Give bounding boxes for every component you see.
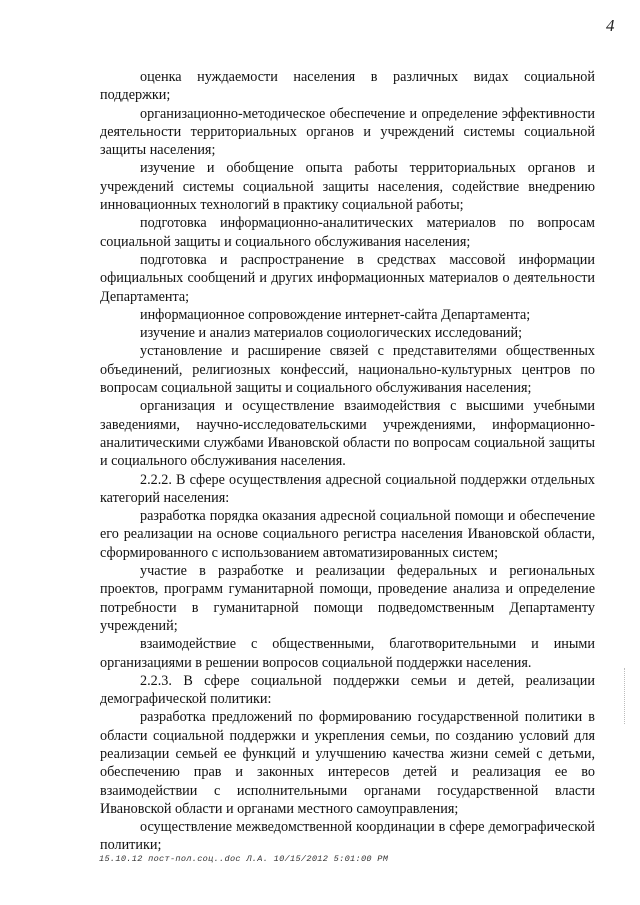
paragraph: осуществление межведомственной координации в сфере демографической политики;	[100, 819, 595, 854]
paragraph: организационно-методическое обеспечение и определение эффективности деятельности территориальных органов и учреждений системы социальной защиты населения;	[100, 105, 595, 159]
document-footer: 15.10.12 пост-пол.соц..doc Л.А. 10/15/2012 5:01:00 PM	[99, 854, 389, 864]
document-body	[100, 68, 595, 855]
paragraph: подготовка информационно-аналитических материалов по вопросам социальной защиты и социального обслуживания населения;	[100, 215, 595, 250]
section-heading-2-2-2: 2.2.2. В сфере осуществления адресной социальной поддержки отдельных категорий населения:	[100, 471, 595, 506]
paragraph: изучение и обобщение опыта работы территориальных органов и учреждений системы социальной защиты населения, содействие внедрению инновационных технологий в практику социальной работы;	[100, 160, 595, 214]
paragraph: разработка предложений по формированию государственной политики в области социальной поддержки и укрепления семьи, по созданию условий для реализации семьей ее функций и улучшению качества жизни семей с детьми, обеспечению прав и законных интересов детей и реализация ее во взаимодействии с исполнительными органами государственной власти Ивановской области и органами местного самоуправления;	[100, 709, 595, 817]
paragraph: взаимодействие с общественными, благотворительными и иными организациями в решении вопросов социальной поддержки населения.	[100, 636, 595, 671]
paragraph: установление и расширение связей с представителями общественных объединений, религиозных конфессий, национально-культурных центров по вопросам социальной защиты и социального обслуживания населения;	[100, 343, 595, 397]
paragraph: разработка порядка оказания адресной социальной помощи и обеспечение его реализации на основе социального регистра населения Ивановской области, сформированного с использованием автоматизированных систем;	[100, 508, 595, 561]
paragraph: информационное сопровождение интернет-сайта Департамента;	[140, 306, 531, 323]
paragraph: подготовка и распространение в средствах массовой информации официальных сообщений и других информационных материалов о деятельности Департамента;	[100, 251, 595, 305]
scan-edge-mark	[624, 668, 627, 724]
paragraph: организация и осуществление взаимодействия с высшими учебными заведениями, научно-исследовательскими учреждениями, информационно-аналитическими службами Ивановской области по вопросам социальной защиты и социального обслуживания населения.	[100, 398, 595, 470]
page-number: 4	[606, 16, 615, 35]
paragraph: участие в разработке и реализации федеральных и региональных проектов, программ гуманитарной помощи, проведение анализа и определение потребности в гуманитарной помощи подведомственным Департаменту учреждений;	[100, 563, 595, 634]
paragraph: изучение и анализ материалов социологических исследований;	[140, 325, 523, 342]
paragraph: оценка нуждаемости населения в различных видах социальной поддержки;	[100, 69, 595, 104]
section-heading-2-2-3: 2.2.3. В сфере социальной поддержки семьи и детей, реализации демографической политики:	[100, 672, 595, 708]
